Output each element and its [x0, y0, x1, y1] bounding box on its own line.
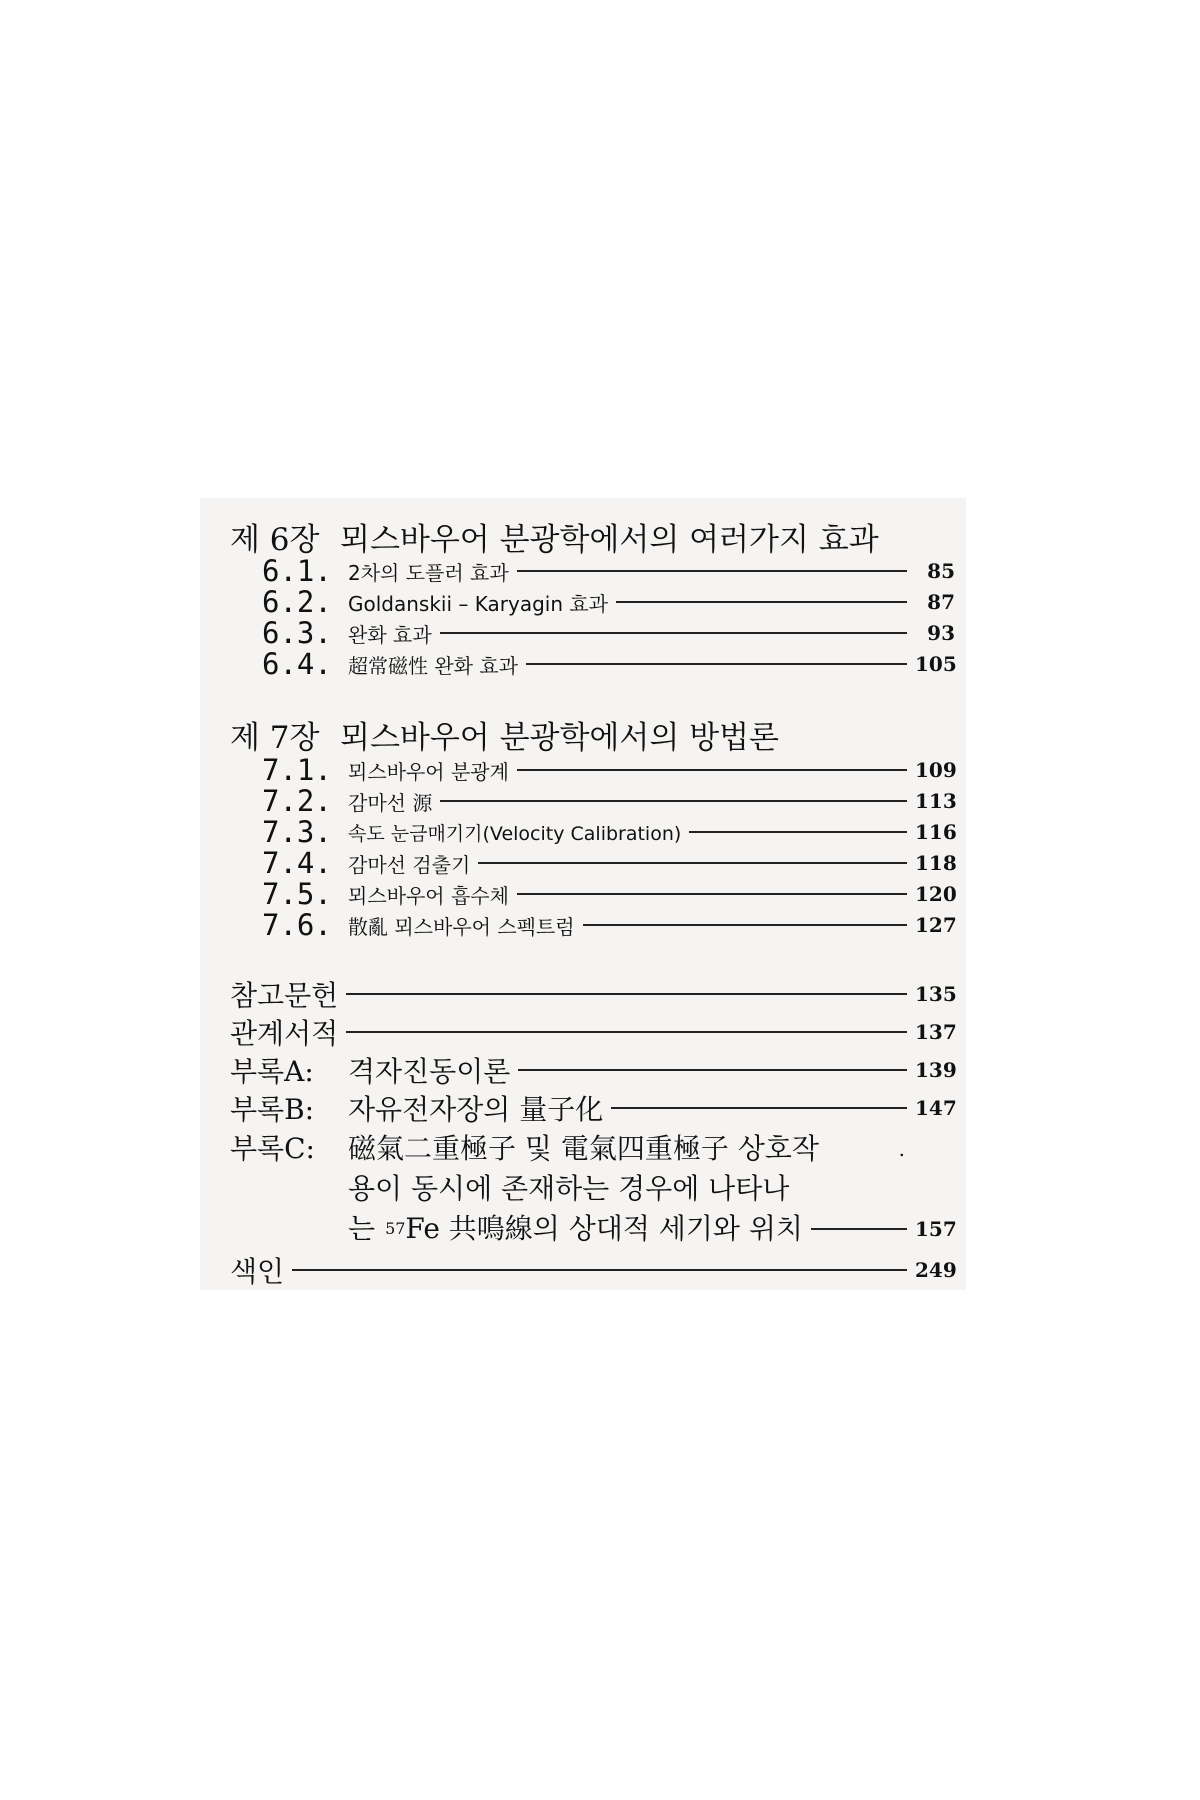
page-number: 93 — [927, 621, 955, 645]
page-number: 118 — [915, 851, 957, 875]
page-number: 109 — [915, 758, 957, 782]
chapter-6-heading — [230, 514, 879, 559]
toc-entry-6-3[interactable] — [230, 618, 955, 648]
entry-title-line-3: Fe 共鳴線의 상대적 세기와 위치 — [405, 1212, 803, 1245]
dot-leader — [518, 1069, 907, 1071]
entry-title-line-3-prefix: 는 — [348, 1212, 376, 1245]
chapter-number: 제 7장 — [230, 720, 320, 756]
dot-leader — [440, 800, 907, 802]
toc-entry-7-5[interactable] — [230, 879, 955, 909]
dot-leader — [478, 862, 907, 864]
entry-title-line-2: 용이 동시에 존재하는 경우에 나타나 — [348, 1172, 790, 1205]
appendix-label: 부록C: — [230, 1132, 315, 1165]
dot-leader — [440, 632, 907, 634]
dot-leader — [517, 570, 907, 572]
section-title: 완화 효과 — [348, 622, 432, 647]
dot-leader — [583, 924, 907, 926]
appendix-label: 부록B: — [230, 1093, 315, 1126]
entry-title: 색인 — [230, 1255, 285, 1288]
toc-entry-7-1[interactable] — [230, 755, 955, 785]
section-number: 6.1. — [262, 554, 332, 588]
section-number: 6.2. — [262, 585, 332, 619]
page-number: 135 — [915, 982, 957, 1006]
section-title: 2차의 도플러 효과 — [348, 560, 509, 585]
toc-entry-6-1[interactable] — [230, 556, 955, 586]
page-number: 87 — [927, 590, 955, 614]
section-title: 散亂 뫼스바우어 스펙트럼 — [348, 914, 575, 939]
page-number: 147 — [915, 1096, 957, 1120]
toc-entry-7-3[interactable] — [230, 817, 955, 847]
dot-leader — [292, 1269, 907, 1271]
page-number: 85 — [927, 559, 955, 583]
section-title: 뫼스바우어 흡수체 — [348, 883, 509, 908]
entry-title: 참고문헌 — [230, 979, 339, 1012]
dot-leader — [526, 663, 907, 665]
page-number: 127 — [915, 913, 957, 937]
dot-leader — [517, 893, 907, 895]
chapter-number: 제 6장 — [230, 522, 320, 558]
section-number: 6.3. — [262, 616, 332, 650]
toc-entry-6-2[interactable] — [230, 587, 955, 617]
toc-entry-appendix-c[interactable] — [230, 1129, 955, 1249]
entry-title: 격자진동이론 — [348, 1055, 511, 1088]
page-number: 139 — [915, 1058, 957, 1082]
toc-entry-references[interactable] — [230, 976, 955, 1012]
chapter-7-heading — [230, 712, 779, 757]
appendix-label: 부록A: — [230, 1055, 314, 1088]
entry-title-line-1: 磁氣二重極子 및 電氣四重極子 상호작 — [348, 1132, 819, 1165]
toc-entry-7-6[interactable] — [230, 910, 955, 940]
section-title: Goldanskii – Karyagin 효과 — [348, 591, 609, 616]
section-number: 7.4. — [262, 846, 332, 880]
page-number: 105 — [915, 652, 957, 676]
chapter-title: 뫼스바우어 분광학에서의 방법론 — [340, 720, 779, 756]
section-title: 속도 눈금매기기(Velocity Calibration) — [348, 822, 682, 845]
page-number: 116 — [915, 820, 957, 844]
dot-leader — [346, 1031, 907, 1033]
dot-leader — [811, 1228, 907, 1230]
dot-leader — [689, 831, 907, 833]
entry-title: 관계서적 — [230, 1017, 339, 1050]
page-number: 157 — [915, 1217, 957, 1241]
toc-entry-6-4[interactable] — [230, 649, 955, 679]
section-title: 뫼스바우어 분광계 — [348, 759, 509, 784]
page-number: 113 — [915, 789, 957, 813]
isotope-superscript: 57 — [385, 1219, 406, 1238]
dot-leader — [611, 1107, 907, 1109]
section-number: 7.3. — [262, 815, 332, 849]
entry-title: 자유전자장의 量子化 — [348, 1093, 604, 1126]
section-number: 7.5. — [262, 877, 332, 911]
dot-leader — [616, 601, 907, 603]
toc-entry-7-4[interactable] — [230, 848, 955, 878]
section-title: 超常磁性 완화 효과 — [348, 653, 518, 678]
dot-leader — [517, 769, 907, 771]
chapter-title: 뫼스바우어 분광학에서의 여러가지 효과 — [340, 522, 879, 558]
toc-entry-7-2[interactable] — [230, 786, 955, 816]
section-number: 7.6. — [262, 908, 332, 942]
section-number: 7.1. — [262, 753, 332, 787]
section-title: 감마선 검출기 — [348, 852, 471, 877]
toc-entry-appendix-a[interactable] — [230, 1052, 955, 1088]
page-number: 249 — [915, 1258, 957, 1282]
section-title: 감마선 源 — [348, 790, 433, 815]
toc-entry-index[interactable] — [230, 1252, 955, 1288]
dot-leader — [346, 993, 907, 995]
toc-entry-appendix-b[interactable] — [230, 1090, 955, 1126]
page-number: 137 — [915, 1020, 957, 1044]
stray-mark: . — [898, 1137, 905, 1161]
toc-entry-related-books[interactable] — [230, 1014, 955, 1050]
section-number: 7.2. — [262, 784, 332, 818]
page-number: 120 — [915, 882, 957, 906]
section-number: 6.4. — [262, 647, 332, 681]
